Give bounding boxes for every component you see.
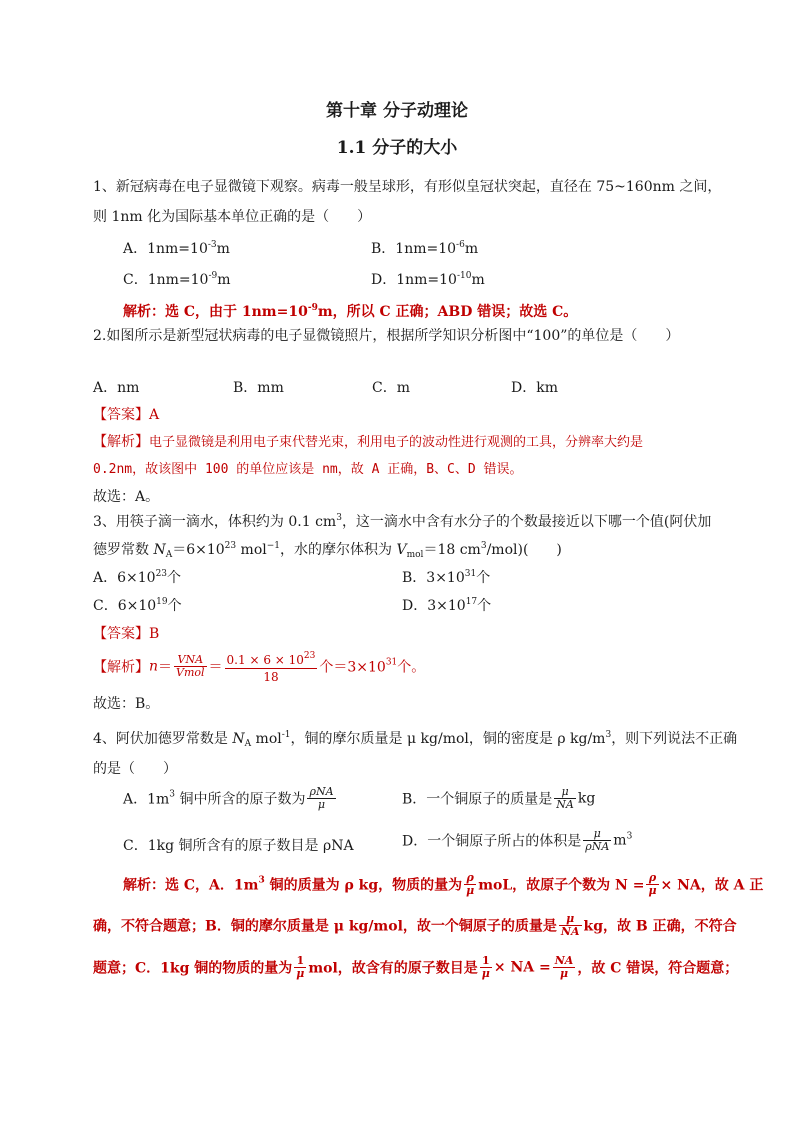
q3-fraction-1: $\frac{\text{VNA}}{\text{Vmol}}$ [176,653,205,679]
q3-stem-line2: 德罗常数 $N_A=6\times 10^{23}$ mol$^{-1}$，水的摩尔体积为 $V_{mol}=18$ $cm^3/mol$)( ) [93,541,562,560]
q2-conclusion: 故选：A。 [93,489,160,505]
q1-stem-line2: 则 1nm 化为国际基本单位正确的是（ ） [93,209,372,225]
q4-option-d-fraction: $\frac{\mu}{\text{ρNA}}$ [585,827,610,853]
q1-option-b: B．$1nm=10^{-6}m$ [371,240,479,257]
q1-analysis: 解析：选 C，由于 $1nm=10^{-9}m$，所以 C 正确；ABD 错误；故选 C。 [123,303,578,320]
q4-analysis-fraction-4: $\frac{1}{\mu}$ [296,954,305,980]
q4-option-d: D．一个铜原子所占的体积是 $\frac{\mu}{\text{ρNA}}$ $m^3$ [402,827,633,853]
q1-option-d: D．$1nm=10^{-10}m$ [371,271,485,288]
q2-option-d: D．km [511,380,558,396]
q4-analysis-fraction-1: $\frac{\rho}{\mu}$ [466,871,475,897]
q2-option-c: C．m [372,380,410,396]
q3-option-c: C．$6\times 10^{19}$个 [93,597,182,614]
q4-option-a: A．$1m^3$ 铜中所含的原子数为 $\frac{\text{ρNA}}{\mu}$ [123,785,334,811]
q3-stem-line1: 3、用筷子滴一滴水，体积约为 0.1 $cm^3$，这一滴水中含有水分子的个数最接近以下哪一个值(阿伏加 [93,513,712,530]
section-title: 1.1 分子的大小 [336,138,458,158]
q4-analysis-line1: 解析：选 C，A．$1m^3$ 铜的质量为 ρ kg，物质的量为 $\frac{\rho}{\mu}$ moL，故原子个数为 N = $\frac{\rho}{\mu}$ × NA，故 A 正 [123,871,764,897]
q4-analysis-line2: 确，不符合题意；B．铜的摩尔质量是 μ kg/mol，故一个铜原子的质量是 $\frac{\mu}{NA}$ kg，故 B 正确，不符合 [93,912,737,938]
q4-analysis-line3: 题意；C．1kg 铜的物质的量为 $\frac{1}{\mu}$ mol，故含有的原子数目是 $\frac{1}{\mu}$ × NA = $\frac{NA}{\mu}$ ，故 C 错误，符合题意； [93,954,739,980]
q1-option-c: C．$1nm=10^{-9}m$ [123,271,231,288]
q3-option-d: D．$3\times 10^{17}$个 [402,597,492,614]
q3-option-b: B．$3\times 10^{31}$个 [402,569,491,586]
q3-answer: 【答案】B [93,626,160,642]
q1-option-a: A．$1nm=10^{-3}m$ [123,240,230,257]
q4-option-a-fraction: $\frac{\text{ρNA}}{\mu}$ [309,785,334,811]
q3-option-a: A．$6\times 10^{23}$个 [93,569,182,586]
q2-stem: 2.如图所示是新型冠状病毒的电子显微镜照片，根据所学知识分析图中“100”的单位是（ ） [93,328,680,344]
q2-analysis-line2: 0.2nm，故该图中 100 的单位应该是 nm，故 A 正确，B、C、D 错误。 [93,462,523,477]
chapter-title: 第十章 分子动理论 [326,101,468,121]
q4-analysis-fraction-2: $\frac{\rho}{\mu}$ [648,871,657,897]
q3-analysis: 【解析】n＝ $\frac{\text{VNA}}{\text{Vmol}}$ ＝ $\frac{0.1 \times 6 \times 10^{23}}{18}$ 个$=3\times 10^{31}$个。 [93,648,425,685]
q4-stem-line1: 4、阿伏加德罗常数是 $N_A$ mol$^{-1}$，铜的摩尔质量是 μ kg/mol，铜的密度是 ρ $kg/m^3$，则下列说法不正确 [93,730,738,749]
q2-analysis-line1: 【解析】电子显微镜是利用电子束代替光束，利用电子的波动性进行观测的工具，分辨率大约是 [93,434,644,450]
q1-stem-line1: 1、新冠病毒在电子显微镜下观察。病毒一般呈球形，有形似皇冠状突起，直径在 75~160nm 之间， [93,179,722,195]
q4-stem-line2: 的是（ ） [93,761,177,777]
q4-option-c: C．1kg 铜所含有的原子数目是 ρNA [123,838,354,854]
q4-option-b: B．一个铜原子的质量是 $\frac{\mu}{NA}$ kg [402,785,596,811]
q4-analysis-fraction-6: $\frac{NA}{\mu}$ [554,954,574,980]
q4-analysis-fraction-3: $\frac{\mu}{NA}$ [560,912,580,938]
q2-answer: 【答案】A [93,407,160,423]
q2-option-a: A．nm [93,380,140,396]
q4-analysis-fraction-5: $\frac{1}{\mu}$ [481,954,490,980]
q4-option-b-fraction: $\frac{\mu}{NA}$ [556,785,574,811]
q2-option-b: B．mm [233,380,284,396]
q3-conclusion: 故选：B。 [93,696,160,712]
q3-fraction-2: $\frac{0.1 \times 6 \times 10^{23}}{18}$ [225,648,318,685]
